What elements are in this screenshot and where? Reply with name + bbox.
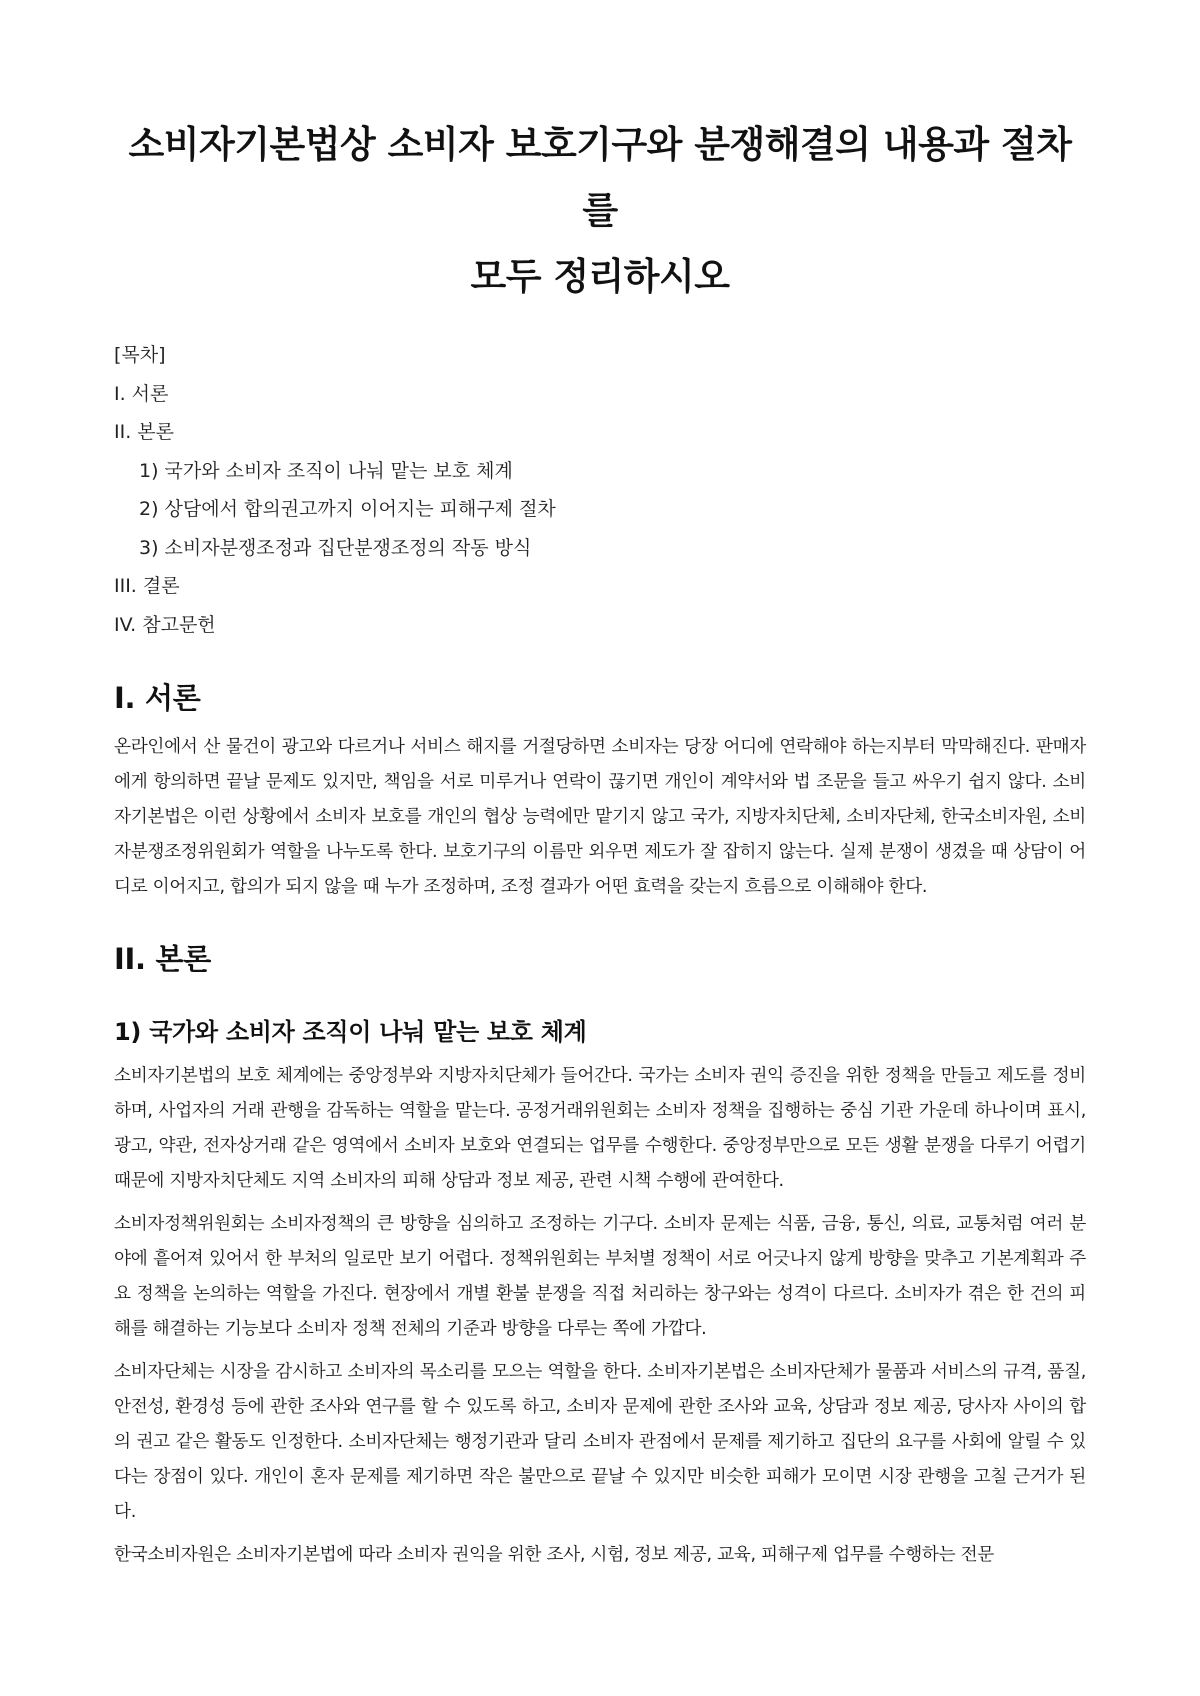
section-1-paragraph-3: 소비자단체는 시장을 감시하고 소비자의 목소리를 모으는 역할을 한다. 소비자기본법은 소비자단체가 물품과 서비스의 규격, 품질, 안전성, 환경성 등에 관한 조사와 연구를 할 수 있도록 하고, 소비자 문제에 관한 조사와 교육, 상담과 정보 제공, 당사자 사이의 합의 권고 같은 활동도 인정한다. 소비자단체는 행정기관과 달리 소비자 관점에서 문제를 제기하고 집단의 요구를 사회에 알릴 수 있다는 장점이 있다. 개인이 혼자 문제를 제기하면 작은 불만으로 끝날 수 있지만 비슷한 피해가 모이면 시장 관행을 고칠 근거가 된다. [114,1362,1086,1522]
toc-item-conclusion: III. 결론 [114,575,180,597]
toc-item-section-2: 2) 상담에서 합의권고까지 이어지는 피해구제 절차 [139,498,556,520]
introduction-paragraph: 온라인에서 산 물건이 광고와 다르거나 서비스 해지를 거절당하면 소비자는 당장 어디에 연락해야 하는지부터 막막해진다. 판매자에게 항의하면 끝날 문제도 있지만, 책임을 서로 미루거나 연락이 끊기면 개인이 계약서와 법 조문을 들고 싸우기 쉽지 않다. 소비자기본법은 이런 상황에서 소비자 보호를 개인의 협상 능력에만 맡기지 않고 국가, 지방자치단체, 소비자단체, 한국소비자원, 소비자분쟁조정위원회가 역할을 나누도록 한다. 보호기구의 이름만 외우면 제도가 잘 잡히지 않는다. 실제 분쟁이 생겼을 때 상담이 어디로 이어지고, 합의가 되지 않을 때 누가 조정하며, 조정 결과가 어떤 효력을 갖는지 흐름으로 이해해야 한다. [114,737,1086,897]
toc-item-references: IV. 참고문헌 [114,613,216,636]
section-1-paragraph-4: 한국소비자원은 소비자기본법에 따라 소비자 권익을 위한 조사, 시험, 정보 제공, 교육, 피해구제 업무를 수행하는 전문 [114,1545,994,1565]
document-title-line-2: 모두 정리하시오 [470,255,730,298]
toc-item-introduction: I. 서론 [114,382,169,405]
section-1-heading: 1) 국가와 소비자 조직이 나눠 맡는 보호 체계 [114,1018,587,1046]
main-body-heading: II. 본론 [114,942,211,976]
toc-item-section-3: 3) 소비자분쟁조정과 집단분쟁조정의 작동 방식 [139,536,532,559]
document-title [114,112,1086,310]
section-1-paragraph-1: 소비자기본법의 보호 체계에는 중앙정부와 지방자치단체가 들어간다. 국가는 소비자 권익 증진을 위한 정책을 만들고 제도를 정비하며, 사업자의 거래 관행을 감독하는 역할을 맡는다. 공정거래위원회는 소비자 정책을 집행하는 중심 기관 가운데 하나이며 표시, 광고, 약관, 전자상거래 같은 영역에서 소비자 보호와 연결되는 업무를 수행한다. 중앙정부만으로 모든 생활 분쟁을 다루기 어렵기 때문에 지방자치단체도 지역 소비자의 피해 상담과 정보 제공, 관련 시책 수행에 관여한다. [114,1066,1086,1191]
toc-item-main-body: II. 본론 [114,421,174,443]
section-1-paragraph-2: 소비자정책위원회는 소비자정책의 큰 방향을 심의하고 조정하는 기구다. 소비자 문제는 식품, 금융, 통신, 의료, 교통처럼 여러 분야에 흩어져 있어서 한 부처의 일로만 보기 어렵다. 정책위원회는 부처별 정책이 서로 어긋나지 않게 방향을 맞추고 기본계획과 주요 정책을 논의하는 역할을 가진다. 현장에서 개별 환불 분쟁을 직접 처리하는 창구와는 성격이 다르다. 소비자가 겪은 한 건의 피해를 해결하는 기능보다 소비자 정책 전체의 기준과 방향을 다루는 쪽에 가깝다. [114,1214,1086,1339]
toc-item-section-1: 1) 국가와 소비자 조직이 나눠 맡는 보호 체계 [139,459,513,482]
table-of-contents [114,336,1086,644]
document-title-line-1: 소비자기본법상 소비자 보호기구와 분쟁해결의 내용과 절차를 [128,123,1072,232]
introduction-heading: I. 서론 [114,681,201,715]
toc-heading: [목차] [114,344,166,366]
